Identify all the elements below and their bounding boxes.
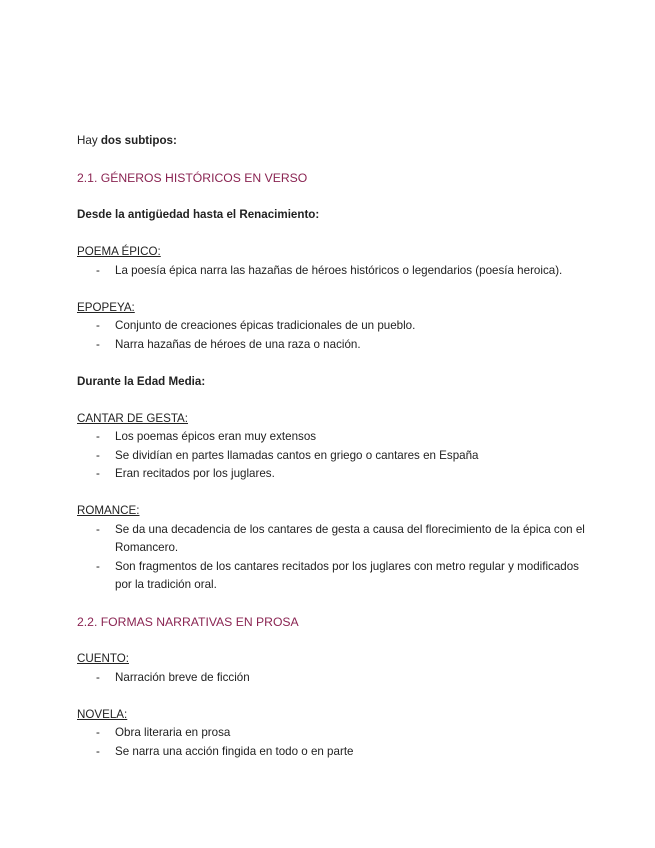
bullet-dash: -: [96, 522, 100, 536]
list-item: - Conjunto de creaciones épicas tradicionales de un pueblo.: [77, 317, 587, 336]
intro-bold: dos subtipos:: [100, 134, 177, 147]
bullet-dash: -: [96, 467, 100, 480]
bullet-dash: -: [96, 744, 100, 758]
list-item: - Se narra una acción fingida en todo o en parte: [77, 743, 587, 762]
bullet-dash: -: [96, 263, 100, 277]
bullet-dash: -: [96, 448, 100, 462]
list-cuento: [77, 669, 587, 688]
period-heading-antiguedad: Desde la antigüedad hasta el Renacimiento:: [77, 208, 320, 221]
bullet-dash: -: [96, 337, 100, 351]
list-item: - Los poemas épicos eran muy extensos: [77, 428, 587, 447]
list-epopeya: [77, 317, 587, 354]
list-item: - Obra literaria en prosa: [77, 724, 587, 743]
bullet-dash: -: [96, 726, 100, 739]
bullet-dash: -: [96, 319, 100, 332]
list-item: - Eran recitados por los juglares.: [77, 465, 587, 484]
period-heading-edad-media: Durante la Edad Media:: [77, 374, 206, 388]
subtitle-cuento: CUENTO:: [77, 652, 129, 665]
list-item: - Narración breve de ficción: [77, 669, 587, 688]
subtitle-cantar-de-gesta: CANTAR DE GESTA:: [77, 411, 189, 425]
list-item: - Se da una decadencia de los cantares de gesta a causa del florecimiento de la épica con el Romancero.: [96, 522, 585, 554]
intro-line: [77, 132, 587, 151]
intro-prefix: Hay: [77, 134, 101, 147]
subtitle-epopeya: EPOPEYA:: [77, 300, 135, 314]
subtitle-poema-epico: POEMA ÉPICO:: [77, 245, 161, 258]
list-item: - Se dividían en partes llamadas cantos en griego o cantares en España: [77, 447, 587, 466]
section-heading-verso: 2.1. GÉNEROS HISTÓRICOS EN VERSO: [77, 171, 308, 185]
bullet-dash: -: [96, 559, 100, 573]
list-item: - Son fragmentos de los cantares recitados por los juglares con metro regular y modificados por la tradición oral.: [96, 559, 579, 591]
list-romance: [77, 521, 587, 595]
document-content: [77, 132, 587, 761]
list-cantar-de-gesta: [77, 428, 587, 484]
subtitle-novela: NOVELA:: [77, 707, 128, 721]
list-item: - Narra hazañas de héroes de una raza o nación.: [77, 336, 587, 355]
section-heading-prosa: 2.2. FORMAS NARRATIVAS EN PROSA: [77, 615, 299, 629]
list-item: - La poesía épica narra las hazañas de héroes históricos o legendarios (poesía heroica).: [77, 262, 587, 281]
list-poema-epico: [77, 262, 587, 281]
bullet-dash: -: [96, 670, 100, 684]
bullet-dash: -: [96, 430, 100, 443]
list-novela: [77, 724, 587, 761]
subtitle-romance: ROMANCE:: [77, 504, 140, 517]
